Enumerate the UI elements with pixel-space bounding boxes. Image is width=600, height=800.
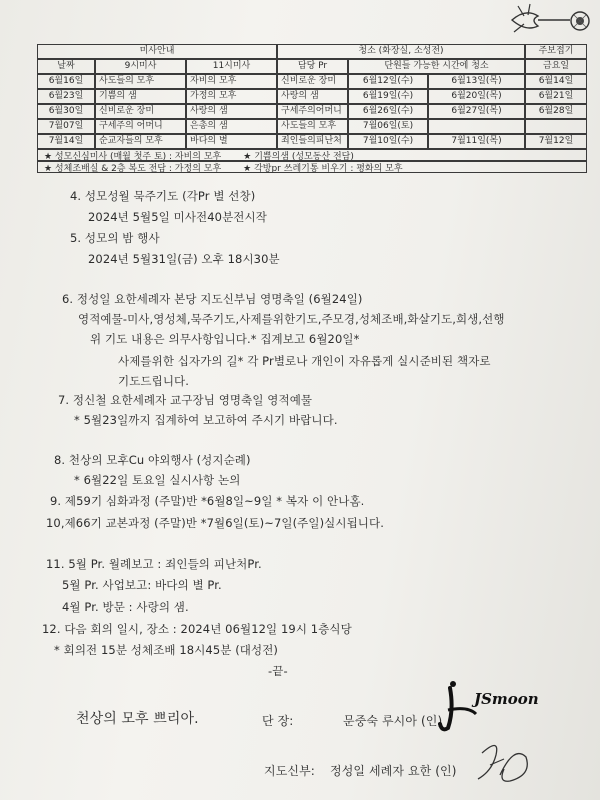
col-friday: 금요일 <box>525 59 587 74</box>
note-trash: ★ 각방pr 쓰레기통 비우기 : 평화의 모후 <box>243 163 403 173</box>
cell-11am: 바다의 별 <box>186 134 277 149</box>
cell-date: 6월30일 <box>37 104 95 119</box>
item-5-detail: 2024년 5월31일(금) 오후 18시30분 <box>88 252 280 266</box>
cell-friday <box>525 119 587 134</box>
end-mark: -끝- <box>268 664 288 678</box>
leader-signature-text: JSmoon <box>474 690 539 708</box>
item-12-title: 12. 다음 회의 일시, 장소 : 2024년 06월12일 19시 1층식당 <box>42 622 352 636</box>
table-note-row <box>37 161 587 173</box>
item-6-offerings: 영적예물-미사,영성체,묵주기도,사제를위한기도,주모경,성체조배,화살기도,희생,선행 <box>78 312 505 326</box>
header-bulletin: 주보접기 <box>525 44 587 59</box>
item-7-title: 7. 정신철 요한세례자 교구장님 영명축일 영적예물 <box>58 393 313 407</box>
cell-9am: 신비로운 장미 <box>95 104 186 119</box>
cell-friday: 7월12일 <box>525 134 587 149</box>
director-signature <box>470 735 540 790</box>
col-11am-mass: 11시미사 <box>186 59 277 74</box>
schedule-table <box>37 44 599 172</box>
table-note-row <box>37 149 587 161</box>
item-4-title: 4. 성모성월 묵주기도 (각Pr 별 선창) <box>70 189 256 203</box>
cell-pr: 사랑의 샘 <box>277 89 348 104</box>
organization-name: 천상의 모후 쁘리아. <box>76 711 199 727</box>
header-cleaning: 청소 (화장실, 소성전) <box>277 44 525 59</box>
cell-date: 7월14일 <box>37 134 95 149</box>
cell-pr: 사도들의 모후 <box>277 119 348 134</box>
col-date: 날짜 <box>37 59 95 74</box>
cell-day2: 6월13일(목) <box>428 74 525 89</box>
cell-9am: 기쁨의 샘 <box>95 89 186 104</box>
director-title: 지도신부: <box>264 764 315 778</box>
cell-day1: 6월12일(수) <box>348 74 428 89</box>
legion-emblem-icon <box>508 2 598 40</box>
cell-11am: 자비의 모후 <box>186 74 277 89</box>
leader-title: 단 장: <box>262 714 294 728</box>
item-8-detail: * 6월22일 토요일 실시사항 논의 <box>74 473 241 487</box>
note-garden: ★ 기쁨의샘 (성모동산 전담) <box>243 151 354 161</box>
item-5-title: 5. 성모의 밤 행사 <box>70 231 160 245</box>
cell-day1: 6월26일(수) <box>348 104 428 119</box>
cell-9am: 순교자들의 모후 <box>95 134 186 149</box>
item-7-detail: * 5월23일까지 집계하여 보고하여 주시기 바랍니다. <box>74 413 338 427</box>
col-pr: 담당 Pr <box>277 59 348 74</box>
cell-pr: 죄인들의피난처 <box>277 134 348 149</box>
leader-signature <box>438 680 548 740</box>
item-11-report: 5월 Pr. 사업보고: 바다의 별 Pr. <box>62 578 222 592</box>
cell-date: 6월23일 <box>37 89 95 104</box>
cell-9am: 구세주의 어머니 <box>95 119 186 134</box>
col-possible-time: 단원들 가능한 시간에 청소 <box>348 59 525 74</box>
cell-day1: 7월06일(토) <box>348 119 428 134</box>
header-mass-guide: 미사안내 <box>37 44 277 59</box>
cell-friday: 6월28일 <box>525 104 587 119</box>
item-9: 9. 제59기 심화과정 (주말)반 *6월8일~9일 * 복자 이 안나홈. <box>50 494 365 508</box>
cell-day2 <box>428 119 525 134</box>
item-11-visit: 4월 Pr. 방문 : 사랑의 샘. <box>62 600 189 614</box>
leader-name: 문중숙 루시아 (인) <box>343 714 443 728</box>
cell-friday: 6월14일 <box>525 74 587 89</box>
cell-day1: 7월10일(수) <box>348 134 428 149</box>
cell-date: 6월16일 <box>37 74 95 89</box>
item-6-way-of-cross: 사제를위한 십자가의 길* 각 Pr별로나 개인이 자유롭게 실시준비된 책자로 <box>118 354 491 368</box>
director-name: 정성일 세례자 요한 (인) <box>330 764 457 778</box>
cell-9am: 사도들의 모후 <box>95 74 186 89</box>
cell-friday: 6월21일 <box>525 89 587 104</box>
item-6-pray: 기도드립니다. <box>118 374 190 388</box>
note-adoration-room: ★ 성체조배실 & 2층 복도 전담 : 가정의 모후 <box>44 163 222 173</box>
cell-day1: 6월19일(수) <box>348 89 428 104</box>
cell-day2: 6월27일(목) <box>428 104 525 119</box>
item-10: 10,제66기 교본과정 (주말)반 *7월6일(토)~7일(주일)실시됩니다. <box>46 516 384 530</box>
cell-11am: 은총의 샘 <box>186 119 277 134</box>
cell-day2: 7월11일(목) <box>428 134 525 149</box>
item-4-detail: 2024년 5월5일 미사전40분전시작 <box>88 210 267 224</box>
cell-pr: 구세주의어머니 <box>277 104 348 119</box>
item-6-mandatory: 위 기도 내용은 의무사항입니다.* 집계보고 6월20일* <box>90 332 360 346</box>
cell-11am: 가정의 모후 <box>186 89 277 104</box>
cell-date: 7월07일 <box>37 119 95 134</box>
item-6-title: 6. 정성일 요한세례자 본당 지도신부님 영명축일 (6월24일) <box>62 292 363 306</box>
item-11-title: 11. 5월 Pr. 월례보고 : 죄인들의 피난처Pr. <box>46 557 262 571</box>
cell-day2: 6월20일(목) <box>428 89 525 104</box>
col-9am-mass: 9시미사 <box>95 59 186 74</box>
note-first-saturday: ★ 성모신심미사 (매월 첫주 토) : 자비의 모후 <box>44 151 222 161</box>
item-8-title: 8. 천상의 모후Cu 야외행사 (성지순례) <box>54 453 251 467</box>
item-12-detail: * 회의전 15분 성체조배 18시45분 (대성전) <box>54 643 279 657</box>
cell-pr: 신비로운 장미 <box>277 74 348 89</box>
cell-11am: 사랑의 샘 <box>186 104 277 119</box>
